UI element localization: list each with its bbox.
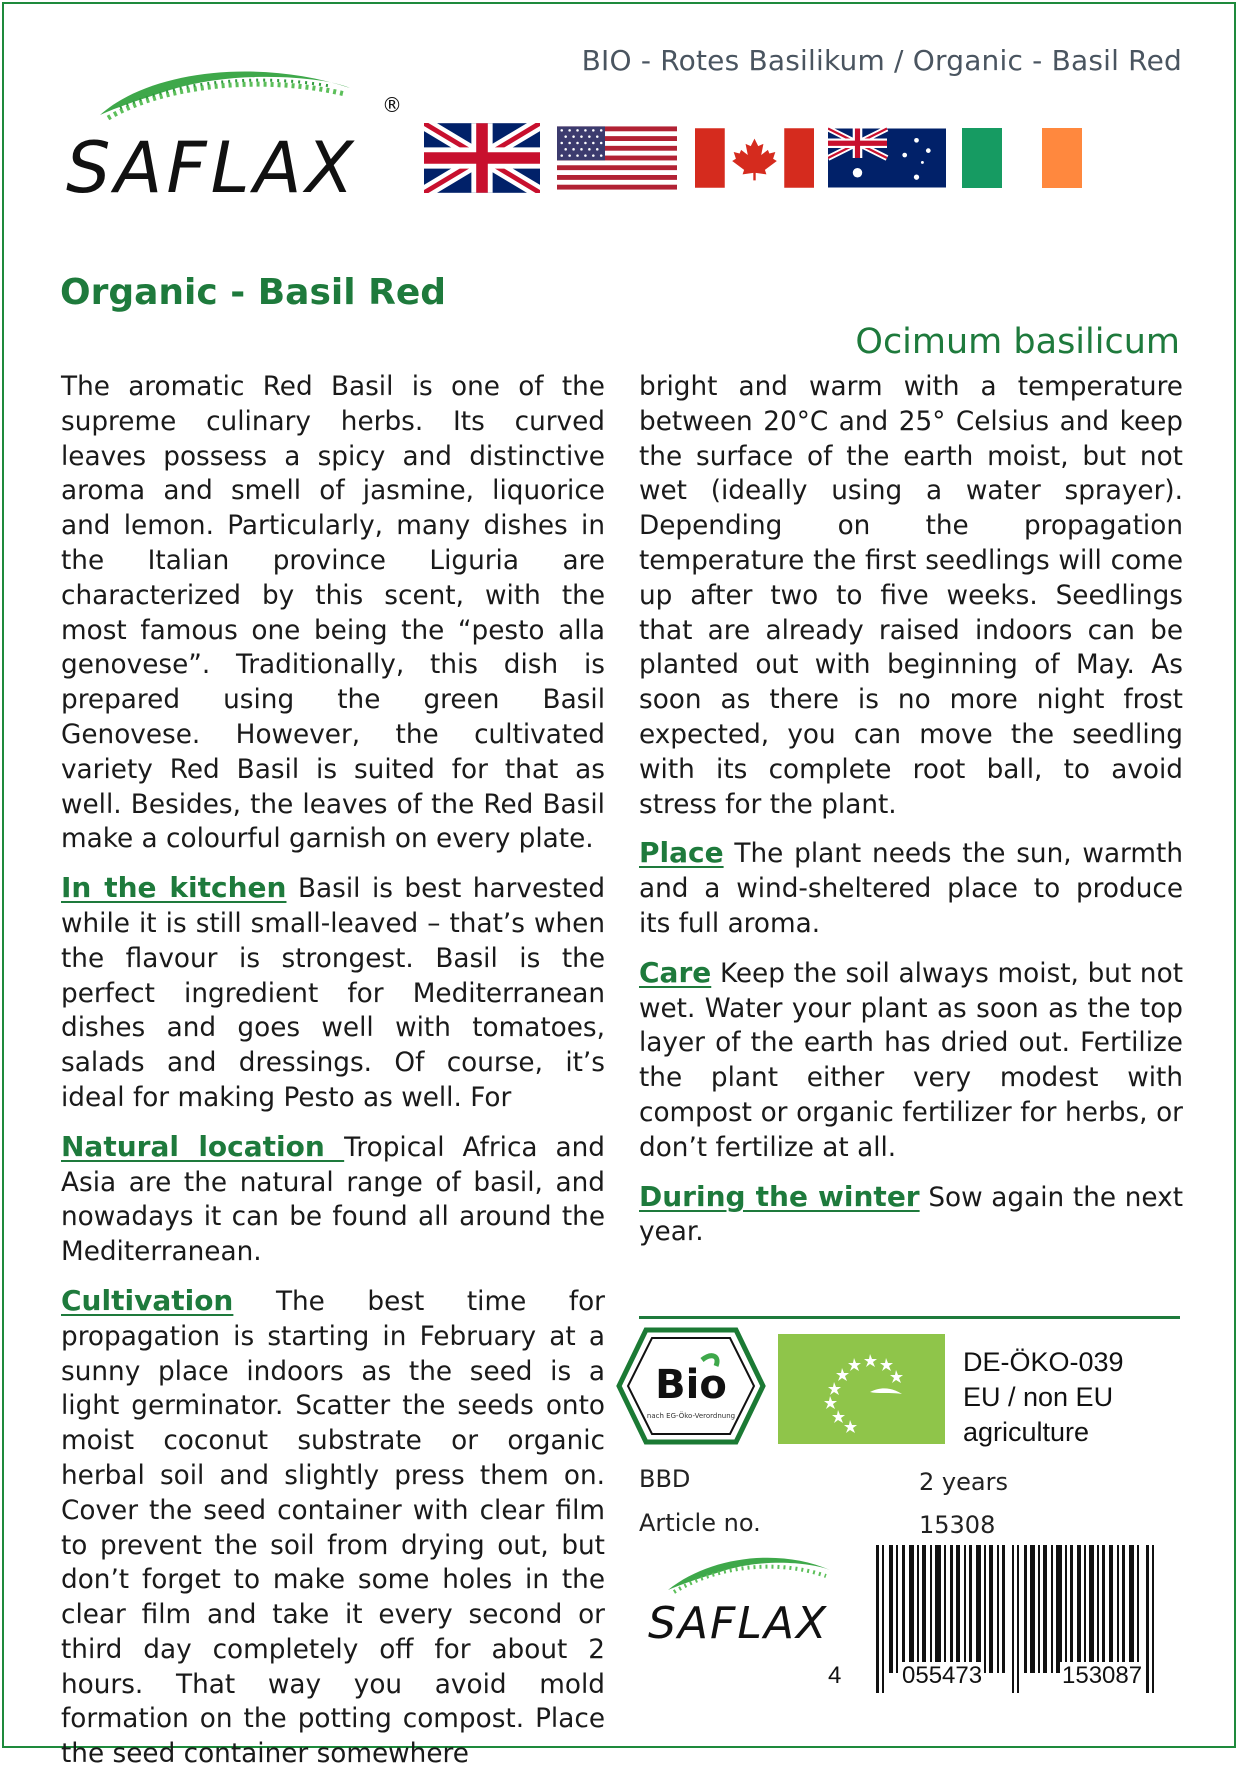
care-section — [639, 956, 1183, 1166]
barcode-digit-1: 4 — [828, 1662, 842, 1689]
cert-line-2: EU / non EU — [963, 1382, 1114, 1412]
bio-seal-subtext: nach EG-Öko-Verordnung — [646, 1412, 736, 1420]
australia-flag-icon — [828, 123, 946, 193]
continued-text: bright and warm with a temperature between 20°C and 25° Celsius and keep the surface of the earth moist, but not wet (ideally using a water sprayer). Depending on the propagation temperature the first seedlings will come up after two to five weeks. Seedlings that are already raised indoors can be planted out with beginning of May. As soon as there is no more night frost expected, you can move the seedling with its complete root ball, to avoid stress for the plant. — [639, 372, 1183, 820]
bio-seal-logo — [616, 1326, 766, 1446]
article-label: Article no. — [639, 1509, 761, 1537]
barcode-group-1: 055473 — [902, 1662, 983, 1689]
bbd-value: 2 years — [919, 1468, 1008, 1496]
packet-top-title: BIO - Rotes Basilikum / Organic - Basil Red — [581, 44, 1182, 77]
logo-small-wordmark: SAFLAX — [648, 1598, 829, 1648]
bio-seal-text: Bio — [655, 1362, 727, 1408]
winter-text: Sow again the next year. — [639, 1182, 1184, 1248]
bbd-label: BBD — [639, 1465, 691, 1493]
location-text: Tropical Africa and Asia are the natural range of basil, and nowadays it can be found all around the Mediterranean. — [61, 1132, 606, 1268]
continued-paragraph — [639, 370, 1183, 822]
cultivation-text: The best time for propagation is starting in February at a sunny place indoors as the seed is a light germinator. Scatter the seeds onto moist coconut substrate or organic herbal soil and slightly press them on. Cover the seed container with clear film to prevent the soil from drying out, but don’t forget to make some holes in the clear film and take it every second or third day completely off for about 2 hours. That way you avoid mold formation on the potting compost. Place the seed container somewhere — [61, 1286, 605, 1770]
us-flag-icon — [557, 123, 677, 193]
place-section — [639, 836, 1183, 941]
winter-heading: During the winter — [639, 1179, 920, 1213]
ireland-flag-icon — [962, 123, 1082, 193]
care-text: Keep the soil always moist, but not wet. Water your plant as soon as the top layer of the earth has dried out. Fertilize the plant either very modest with compost or organic fertilizer for herbs, or don’t fertilize at all. — [639, 958, 1183, 1163]
barcode-group-2: 153087 — [1062, 1662, 1143, 1689]
location-section — [61, 1130, 605, 1270]
cultivation-section — [61, 1284, 605, 1772]
kitchen-text: Basil is best harvested while it is still small-leaved – that’s when the flavour is strongest. Basil is the perfect ingredient for Mediterranean dishes and goes well with tomatoes, salads and dressings. Of course, it’s ideal for making Pesto as well. For — [61, 874, 606, 1113]
right-column — [639, 370, 1183, 1264]
canada-flag-icon — [695, 123, 814, 193]
cultivation-heading: Cultivation — [61, 1283, 234, 1317]
care-heading: Care — [639, 955, 712, 989]
certification-text — [963, 1345, 1124, 1450]
latin-name: Ocimum basilicum — [855, 322, 1180, 362]
kitchen-section — [61, 871, 605, 1116]
eu-organic-logo — [778, 1334, 945, 1444]
saflax-logo — [60, 60, 410, 210]
uk-flag-icon — [424, 123, 540, 193]
kitchen-heading: In the kitchen — [61, 871, 287, 905]
intro-text: The aromatic Red Basil is one of the supreme culinary herbs. Its curved leaves possess a spicy and distinctive aroma and smell of jasmine, liquorice and lemon. Particularly, many dishes in the Italian province Liguria are characterized by this scent, with the most famous one being the “pesto alla genovese”. Traditionally, this dish is prepared using the green Basil Genovese. However, the cultivated variety Red Basil is suited for that as well. Besides, the leaves of the Red Basil make a colourful garnish on every plate. — [61, 372, 605, 855]
product-title: Organic - Basil Red — [60, 272, 447, 313]
article-value: 15308 — [919, 1511, 996, 1539]
left-column — [61, 370, 605, 1786]
registered-mark: ® — [382, 93, 402, 117]
location-heading: Natural location — [61, 1129, 345, 1163]
intro-paragraph — [61, 370, 605, 857]
cert-line-3: agriculture — [963, 1417, 1090, 1447]
place-heading: Place — [639, 836, 724, 870]
place-text: The plant needs the sun, warmth and a wind-sheltered place to produce its full aroma. — [639, 839, 1183, 939]
certification-divider — [639, 1316, 1180, 1319]
cert-line-1: DE-ÖKO-039 — [963, 1347, 1124, 1377]
logo-wordmark: SAFLAX — [66, 127, 358, 209]
saflax-logo-small — [640, 1548, 850, 1648]
winter-section — [639, 1180, 1183, 1251]
